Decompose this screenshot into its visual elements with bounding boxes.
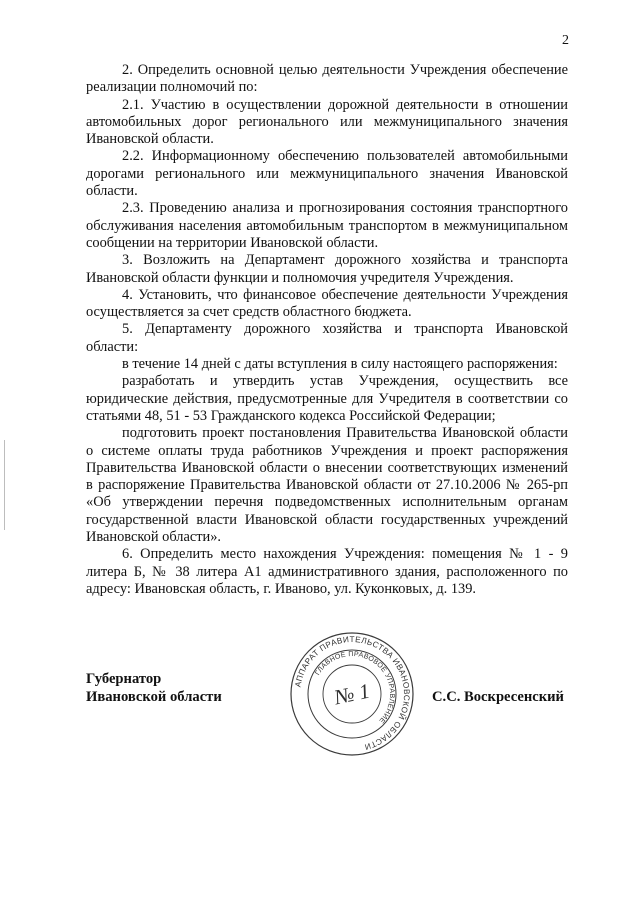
signatory-title: Губернатор xyxy=(86,671,162,687)
page-number: 2 xyxy=(562,33,569,48)
paragraph-3: 3. Возложить на Департамент дорожного хозяйства и транспорта Ивановской области функции и полномочия учредителя Учреждения. xyxy=(86,252,568,286)
stamp-outer-text: АППАРАТ ПРАВИТЕЛЬСТВА ИВАНОВСКОЙ ОБЛАСТИ xyxy=(293,634,412,752)
paragraph-5: 5. Департаменту дорожного хозяйства и транспорта Ивановской области: xyxy=(86,321,568,355)
signatory-name: С.С. Воскресенский xyxy=(432,689,564,705)
paragraph-6: 6. Определить место нахождения Учреждения: помещения № 1 - 9 литера Б, № 38 литера А1 административного здания, расположенного по адресу: Ивановская область, г. Иваново, ул. Куконковых, д. 139. xyxy=(86,546,568,597)
stamp-seal-graphic xyxy=(288,630,416,758)
paragraph-2: 2. Определить основной целью деятельности Учреждения обеспечение реализации полномочий по: xyxy=(86,62,568,96)
paragraph-2-3: 2.3. Проведению анализа и прогнозирования состояния транспортного обслуживания населения автомобильным транспортом в межмуниципальном сообщении на территории Ивановской области. xyxy=(86,200,568,251)
paragraph-2-2: 2.2. Информационному обеспечению пользователей автомобильными дорогами регионального или межмуниципального значения Ивановской области. xyxy=(86,148,568,200)
paragraph-5-draft: подготовить проект постановления Правительства Ивановской области о системе оплаты труда работников Учреждения и проект распоряжения Правительства Ивановской области о внесении соответствующих изменений в распоряжение Правительства Ивановской области от 27.10.2006 № 265-рп «Об утверждении перечня подведомственных исполнительным органам государственной власти Ивановской области государственных учреждений Ивановской области». xyxy=(86,425,568,546)
paragraph-4: 4. Установить, что финансовое обеспечение деятельности Учреждения осуществляется за счет средств областного бюджета. xyxy=(86,286,568,321)
document-body xyxy=(86,62,568,598)
paragraph-2-1: 2.1. Участию в осуществлении дорожной деятельности в отношении автомобильных дорог регионального или межмуниципального значения Ивановской области. xyxy=(86,96,568,148)
paragraph-5-deadline: в течение 14 дней с даты вступления в силу настоящего распоряжения: xyxy=(122,356,558,373)
official-stamp xyxy=(288,630,416,758)
signatory-region: Ивановской области xyxy=(86,689,222,705)
paragraph-5-charter: разработать и утвердить устав Учреждения, осуществить все юридические действия, предусмотренные для Учредителя в соответствии со статьями 48, 51 - 53 Гражданского кодекса Российской Федерации; xyxy=(86,373,568,424)
stamp-number: № 1 xyxy=(332,678,372,710)
signatory-position xyxy=(86,670,222,706)
stamp-inner-text: ГЛАВНОЕ ПРАВОВОЕ УПРАВЛЕНИЕ xyxy=(314,650,396,725)
scan-edge-mark xyxy=(4,440,5,530)
